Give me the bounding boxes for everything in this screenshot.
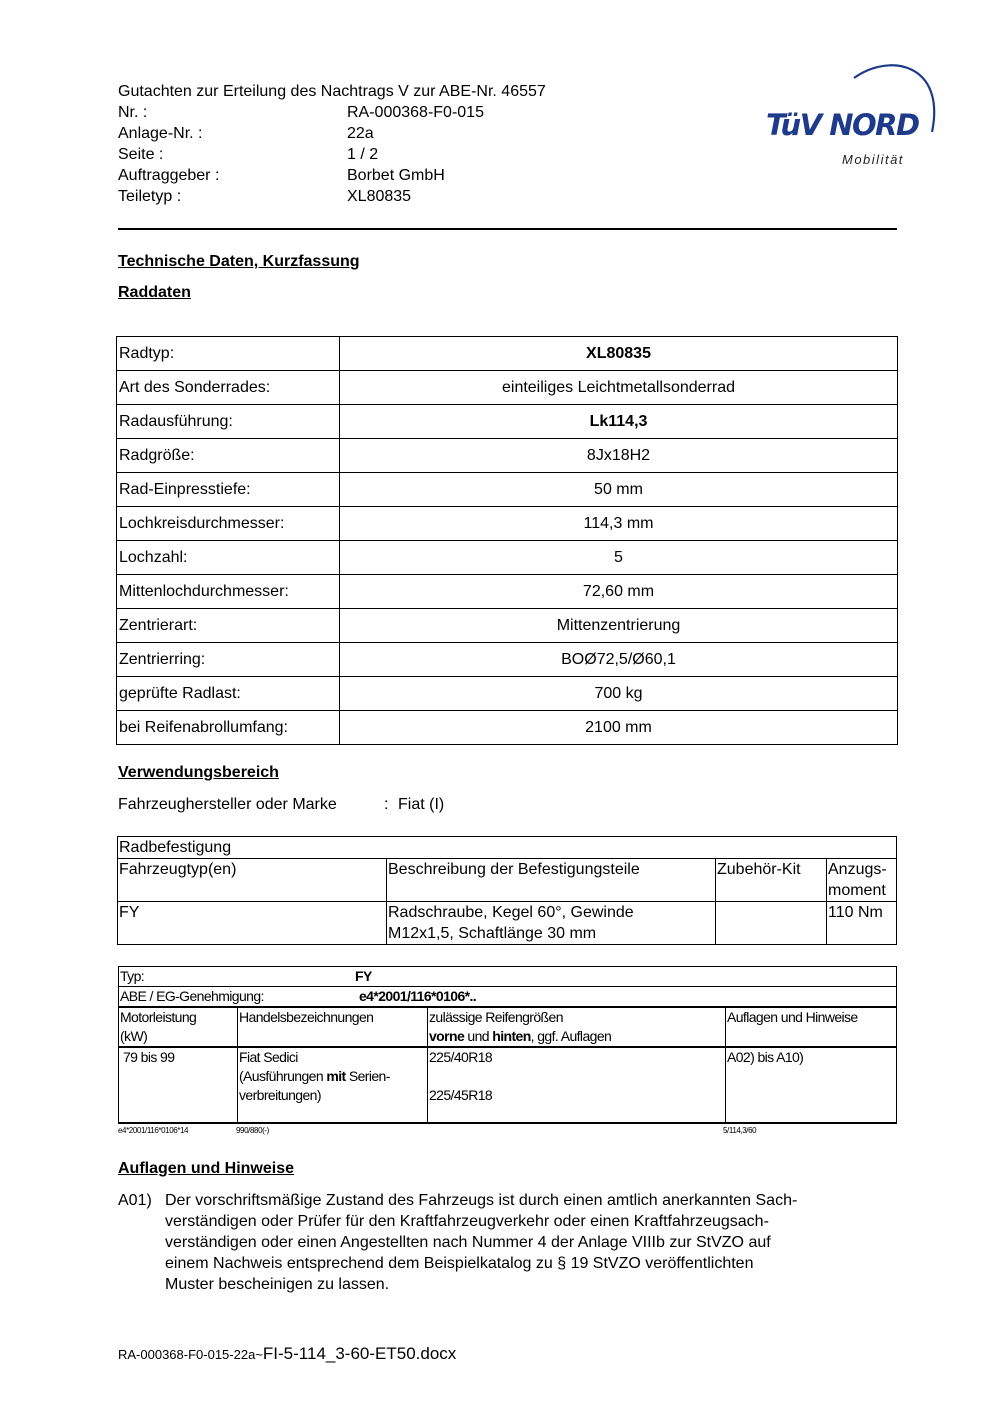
auflage-line-4: einem Nachweis entsprechend dem Beispielkatalog zu § 19 StVZO veröffentlichten: [165, 1255, 754, 1272]
table-row: [119, 987, 897, 1008]
row-value: Mittenzentrierung: [340, 609, 898, 643]
row-value: 2100 mm: [340, 711, 898, 745]
auflage-line-3: verständigen oder einen Angestellten nach Nummer 4 der Anlage VIIIb zur StVZO auf: [165, 1234, 771, 1251]
name-line2-mit: mit: [326, 1068, 346, 1084]
tyre-header-vorne: vorne: [429, 1028, 465, 1044]
small-code-abe: e4*2001/116*0106*14: [118, 1126, 189, 1135]
tyre-header-line2: [429, 1027, 724, 1046]
col-header-anzugsmoment: [827, 859, 897, 902]
desc-line2: M12x1,5, Schaftlänge 30 mm: [388, 925, 597, 942]
name-line1: Fiat Sedici: [239, 1049, 298, 1065]
footer-part2: FI-5-114_3-60-ET50.docx: [262, 1344, 457, 1363]
typ-table: [118, 966, 897, 1124]
row-value: BOØ72,5/Ø60,1: [340, 643, 898, 677]
header-divider: [118, 228, 897, 230]
row-label: Art des Sonderrades:: [117, 371, 340, 405]
table-row: [117, 439, 898, 473]
cell-auflagen: A02) bis A10): [726, 1047, 897, 1123]
table-row: [117, 643, 898, 677]
field-label-auftraggeber: Auftraggeber :: [118, 167, 220, 184]
typ-row: [119, 967, 897, 987]
row-value: 72,60 mm: [340, 575, 898, 609]
cell-kw: 79 bis 99: [119, 1047, 238, 1123]
col-header-handelsbezeichnungen: Handelsbezeichnungen: [238, 1007, 428, 1047]
table-row: [117, 711, 898, 745]
row-label: Radtyp:: [117, 337, 340, 371]
field-label-nr: Nr. :: [118, 104, 148, 121]
small-code-mass: 990/880(-): [236, 1126, 269, 1135]
row-label: Radgröße:: [117, 439, 340, 473]
footer-part1: RA-000368-F0-015-22a~: [118, 1347, 263, 1362]
table-row: [117, 405, 898, 439]
document-title: Gutachten zur Erteilung des Nachtrags V zur ABE-Nr. 46557: [118, 83, 546, 100]
name-line2-a: (Ausführungen: [239, 1068, 327, 1084]
table-row: [117, 337, 898, 371]
cell-zubehoer: [716, 902, 827, 945]
row-value: 114,3 mm: [340, 507, 898, 541]
field-value-seite: 1 / 2: [347, 146, 379, 163]
row-label: Lochzahl:: [117, 541, 340, 575]
row-value: einteiliges Leichtmetallsonderrad: [340, 371, 898, 405]
tyre-header-line1: zulässige Reifengrößen: [429, 1009, 563, 1025]
motor-line1: Motorleistung: [120, 1009, 197, 1025]
field-label-anlage: Anlage-Nr. :: [118, 125, 203, 142]
auflage-line-5: Muster bescheinigen zu lassen.: [165, 1276, 390, 1293]
tyre-spacer: [429, 1067, 724, 1086]
cell-anzugsmoment: 110 Nm: [827, 902, 897, 945]
row-label: Rad-Einpresstiefe:: [117, 473, 340, 507]
col-header-fahrzeugtyp: Fahrzeugtyp(en): [118, 859, 387, 902]
manufacturer-separator: :: [384, 796, 389, 813]
section-heading-tech: Technische Daten, Kurzfassung: [118, 253, 360, 270]
tyre-header-auflagen: , ggf. Auflagen: [530, 1028, 612, 1044]
row-label: Zentrierring:: [117, 643, 340, 677]
table-row: [117, 541, 898, 575]
col-header-motorleistung: [119, 1007, 238, 1047]
table-row: [117, 677, 898, 711]
row-label: Zentrierart:: [117, 609, 340, 643]
befestigung-title: Radbefestigung: [118, 837, 897, 859]
field-value-nr: RA-000368-F0-015: [347, 104, 484, 121]
row-value: XL80835: [340, 337, 898, 371]
table-row: [117, 609, 898, 643]
table-row: [119, 967, 897, 987]
section-heading-raddaten: Raddaten: [118, 284, 191, 301]
small-code-lk: 5/114,3/60: [723, 1126, 757, 1135]
row-label: Lochkreisdurchmesser:: [117, 507, 340, 541]
auflage-code: A01): [118, 1192, 152, 1209]
table-row: [117, 473, 898, 507]
desc-line1: Radschraube, Kegel 60°, Gewinde: [388, 904, 634, 921]
manufacturer-label: Fahrzeughersteller oder Marke: [118, 796, 337, 813]
cell-handelsbezeichnung: [238, 1047, 428, 1123]
table-row: [118, 837, 897, 859]
field-value-teiletyp: XL80835: [347, 188, 412, 205]
table-row: [119, 1047, 897, 1123]
footer-filename: [118, 1344, 456, 1364]
field-value-anlage: 22a: [347, 125, 374, 142]
row-value: 50 mm: [340, 473, 898, 507]
col-header-reifengroessen: [428, 1007, 726, 1047]
section-heading-verwendung: Verwendungsbereich: [118, 764, 279, 781]
field-label-seite: Seite :: [118, 146, 164, 163]
tyre-size-1: 225/40R18: [429, 1049, 493, 1065]
name-line2-c: Serien-: [345, 1068, 390, 1084]
col-header-beschreibung: Beschreibung der Befestigungsteile: [387, 859, 716, 902]
logo-subtitle: Mobilität: [842, 152, 904, 167]
row-value: 5: [340, 541, 898, 575]
manufacturer-value: Fiat (I): [398, 796, 445, 813]
tyre-size-2: 225/45R18: [429, 1087, 493, 1103]
col-header-auflagen: Auflagen und Hinweise: [726, 1007, 897, 1047]
tyre-header-und: und: [464, 1028, 493, 1044]
table-row: [117, 371, 898, 405]
typ-label: Typ:: [120, 968, 145, 984]
logo-brand-text: TüV NORD: [766, 108, 919, 142]
tyre-header-hinten: hinten: [492, 1028, 531, 1044]
col-header-zubehoer: Zubehör-Kit: [716, 859, 827, 902]
abe-row: [119, 987, 897, 1008]
row-label: Mittenlochdurchmesser:: [117, 575, 340, 609]
cell-beschreibung: [387, 902, 716, 945]
cell-fahrzeugtyp: FY: [118, 902, 387, 945]
field-value-auftraggeber: Borbet GmbH: [347, 167, 445, 184]
table-header-row: [118, 859, 897, 902]
row-value: Lk114,3: [340, 405, 898, 439]
abe-label: ABE / EG-Genehmigung:: [120, 988, 264, 1004]
header-moment-line1: Anzugs-: [828, 861, 887, 878]
befestigung-table: [117, 836, 897, 945]
typ-value: FY: [355, 968, 372, 984]
name-line2: [239, 1067, 426, 1086]
auflage-line-2: verständigen oder Prüfer für den Kraftfahrzeugverkehr oder einen Kraftfahrzeugsach-: [165, 1213, 769, 1230]
header-moment-line2: moment: [828, 882, 886, 899]
row-value: 700 kg: [340, 677, 898, 711]
table-row: [117, 575, 898, 609]
motor-line2: (kW): [120, 1028, 148, 1044]
abe-value: e4*2001/116*0106*..: [359, 988, 477, 1004]
row-value: 8Jx18H2: [340, 439, 898, 473]
name-line3: verbreitungen): [239, 1087, 321, 1103]
cell-reifengroessen: [428, 1047, 726, 1123]
table-header-row: [119, 1007, 897, 1047]
auflage-line-1: Der vorschriftsmäßige Zustand des Fahrzeugs ist durch einen amtlich anerkannten Sach-: [165, 1192, 798, 1209]
row-label: Radausführung:: [117, 405, 340, 439]
row-label: geprüfte Radlast:: [117, 677, 340, 711]
section-heading-auflagen: Auflagen und Hinweise: [118, 1160, 295, 1177]
raddaten-table: [116, 336, 898, 745]
table-row: [118, 902, 897, 945]
table-row: [117, 507, 898, 541]
field-label-teiletyp: Teiletyp :: [118, 188, 182, 205]
row-label: bei Reifenabrollumfang:: [117, 711, 340, 745]
